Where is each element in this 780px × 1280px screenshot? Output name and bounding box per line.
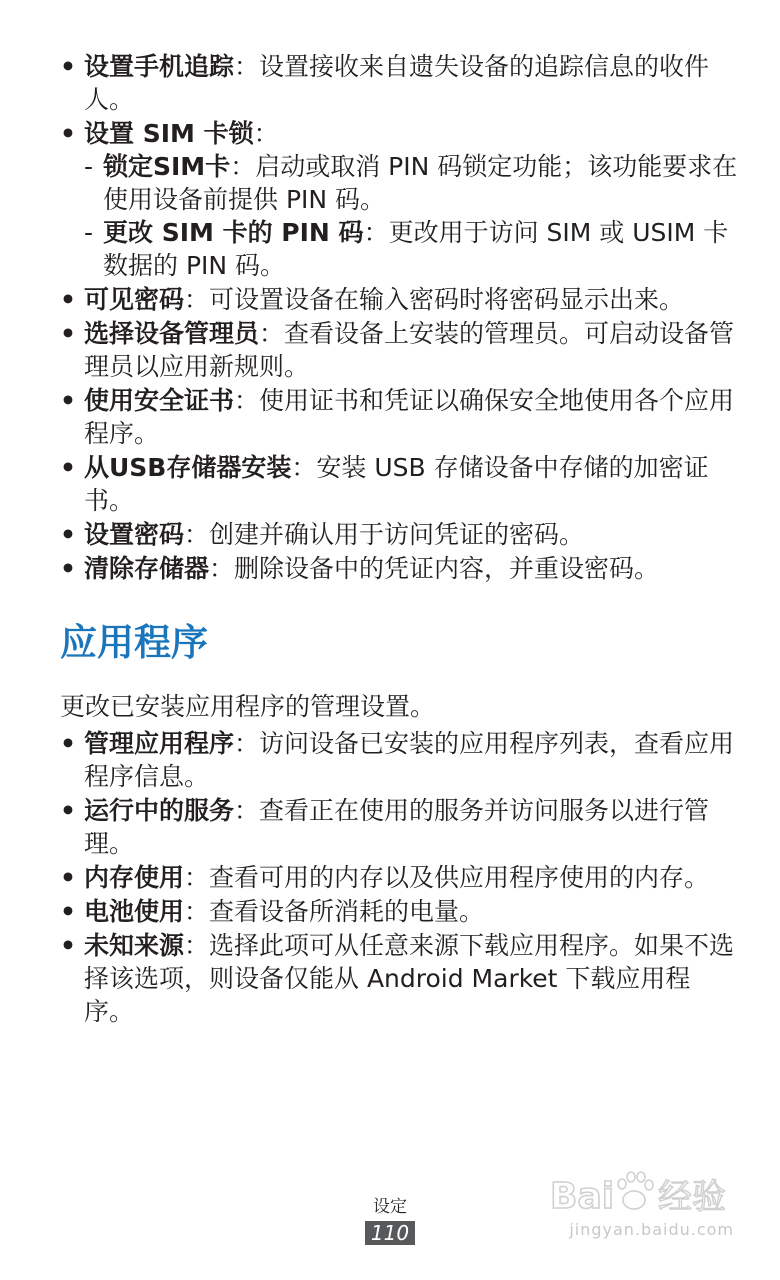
- sub-item-term: 锁定SIM卡: [103, 152, 231, 181]
- bullet-icon: •: [60, 453, 76, 482]
- bullet-icon: •: [60, 931, 76, 960]
- list-item: [60, 50, 740, 116]
- page-number: 110: [365, 1221, 415, 1245]
- item-term: 设置 SIM 卡锁: [84, 119, 254, 148]
- applications-options-list: [60, 727, 740, 1028]
- list-item: [60, 518, 740, 551]
- list-item: [60, 552, 740, 585]
- item-term: 管理应用程序: [84, 729, 235, 758]
- list-item: [60, 895, 740, 928]
- item-term: 未知来源: [84, 931, 185, 960]
- sub-item-term: 更改 SIM 卡的 PIN 码: [103, 218, 364, 247]
- item-description: ：可设置设备在输入密码时将密码显示出来。: [184, 285, 685, 314]
- item-description: ：查看设备所消耗的电量。: [184, 897, 485, 926]
- page-content: [60, 50, 740, 1029]
- bullet-icon: •: [60, 729, 76, 758]
- section-title: 应用程序: [60, 621, 208, 664]
- item-description: ：安装 USB 存储设备中存储的加密证书。: [84, 453, 709, 515]
- list-item: [60, 317, 740, 383]
- dash-icon: -: [84, 218, 94, 247]
- baidu-jingyan-logo: [550, 1160, 734, 1226]
- bullet-icon: •: [60, 796, 76, 825]
- item-description: ：: [253, 119, 279, 148]
- item-description: ：删除设备中的凭证内容，并重设密码。: [209, 554, 660, 583]
- list-item: [60, 384, 740, 450]
- bullet-icon: •: [60, 119, 76, 148]
- item-term: 运行中的服务: [84, 796, 235, 825]
- bullet-icon: •: [60, 520, 76, 549]
- list-item: [60, 929, 740, 1028]
- sub-list-item: [84, 150, 740, 216]
- item-term: 设置手机追踪: [84, 52, 235, 81]
- security-options-list: [60, 50, 740, 585]
- item-description: ：选择此项可从任意来源下载应用程序。如果不选择该选项，则设备仅能从 Android Market 下载应用程序。: [84, 931, 735, 1026]
- section-intro: 更改已安装应用程序的管理设置。: [60, 692, 436, 721]
- item-term: 内存使用: [84, 863, 185, 892]
- item-description: ：访问设备已安装的应用程序列表，查看应用程序信息。: [84, 729, 735, 791]
- item-description: ：设置接收来自遗失设备的追踪信息的收件人。: [84, 52, 710, 114]
- sub-item-description: ：更改用于访问 SIM 或 USIM 卡数据的 PIN 码。: [103, 218, 729, 280]
- item-term: 清除存储器: [84, 554, 210, 583]
- bullet-icon: •: [60, 554, 76, 583]
- list-item: [60, 727, 740, 793]
- item-term: 设置密码: [84, 520, 185, 549]
- footer-section-label: 设定: [373, 1197, 407, 1217]
- item-description: ：查看可用的内存以及供应用程序使用的内存。: [184, 863, 710, 892]
- item-description: ：查看设备上安装的管理员。可启动设备管理员以应用新规则。: [84, 319, 735, 381]
- dash-icon: -: [84, 152, 94, 181]
- bullet-icon: •: [60, 52, 76, 81]
- item-description: ：创建并确认用于访问凭证的密码。: [184, 520, 585, 549]
- list-item: [60, 861, 740, 894]
- item-term: 使用安全证书: [84, 386, 235, 415]
- sub-item-description: ：启动或取消 PIN 码锁定功能；该功能要求在使用设备前提供 PIN 码。: [103, 152, 738, 214]
- item-description: ：使用证书和凭证以确保安全地使用各个应用程序。: [84, 386, 735, 448]
- list-item: [60, 794, 740, 860]
- paw-icon: [618, 1172, 653, 1209]
- bullet-icon: •: [60, 897, 76, 926]
- item-term: 选择设备管理员: [84, 319, 260, 348]
- baidu-jingyan-watermark: [550, 1160, 734, 1248]
- bullet-icon: •: [60, 386, 76, 415]
- bullet-icon: •: [60, 285, 76, 314]
- list-item: [60, 451, 740, 517]
- item-term: 可见密码: [84, 285, 185, 314]
- bullet-icon: •: [60, 319, 76, 348]
- watermark-site: jingyan.baidu.com: [569, 1220, 734, 1239]
- page-footer: [340, 1196, 440, 1245]
- bullet-icon: •: [60, 863, 76, 892]
- item-description: ：查看正在使用的服务并访问服务以进行管理。: [84, 796, 710, 858]
- list-item: [60, 283, 740, 316]
- item-term: 电池使用: [84, 897, 185, 926]
- svg-text:经验: 经验: [658, 1177, 726, 1217]
- sub-list-item: [84, 216, 740, 282]
- list-item: [60, 117, 740, 282]
- item-term: 从USB存储器安装: [84, 453, 292, 482]
- svg-text:Bai: Bai: [550, 1176, 615, 1217]
- sim-lock-sublist: [84, 150, 740, 282]
